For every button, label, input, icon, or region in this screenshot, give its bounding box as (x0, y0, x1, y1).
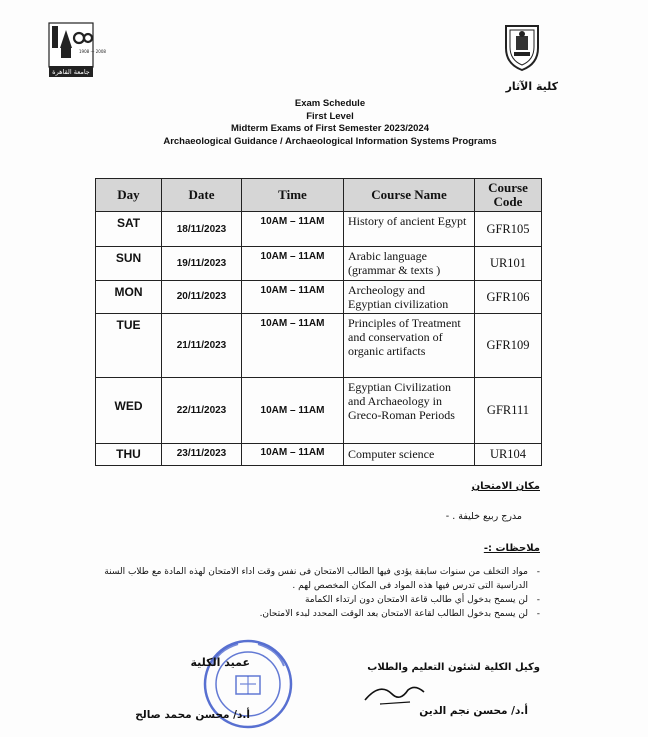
header-time: Time (242, 179, 344, 212)
row-day: THU (96, 444, 162, 466)
row-date: 19/11/2023 (162, 247, 242, 281)
row-code: GFR105 (475, 212, 542, 247)
row-time: 10AM – 11AM (242, 378, 344, 444)
table-row (96, 247, 542, 281)
exam-place-text: مدرج ربيع خليفة . (452, 511, 522, 522)
notes-list (100, 565, 540, 621)
note-item: - لن يسمح بدخول الطالب لقاعة الامتحان بعد الوقت المحدد لبدء الامتحان. (100, 607, 540, 621)
table-header-row (96, 179, 542, 212)
table-row (96, 212, 542, 247)
row-day: WED (96, 378, 162, 444)
table-row (96, 281, 542, 314)
row-day: MON (96, 281, 162, 314)
row-day: SUN (96, 247, 162, 281)
row-code: GFR111 (475, 378, 542, 444)
row-code: UR101 (475, 247, 542, 281)
header-exam-type: Midterm Exams of First Semester 2023/2024 (230, 123, 429, 134)
row-code: UR104 (475, 444, 542, 466)
table-row (96, 378, 542, 444)
row-course: Archeology and Egyptian civilization (344, 281, 475, 314)
header-title: Exam Schedule (294, 98, 366, 109)
row-date: 23/11/2023 (162, 444, 242, 466)
faculty-emblem-logo (500, 22, 544, 72)
vice-dean-signature (360, 680, 430, 708)
faculty-name: كلية الآثار (505, 80, 558, 93)
row-day: SAT (96, 212, 162, 247)
header-code-line1: Course (488, 180, 528, 195)
table-row (96, 314, 542, 378)
row-date: 21/11/2023 (162, 314, 242, 378)
row-time: 10AM – 11AM (242, 247, 344, 281)
row-date: 22/11/2023 (162, 378, 242, 444)
header-level: First Level (306, 110, 354, 122)
header-date: Date (162, 179, 242, 212)
header-day: Day (96, 179, 162, 212)
row-time: 10AM – 11AM (242, 314, 344, 378)
row-time: 10AM – 11AM (242, 281, 344, 314)
dean-title: عميد الكلية (190, 656, 250, 669)
vice-dean-title: وكيل الكلية لشئون التعليم والطلاب (367, 662, 540, 673)
row-date: 18/11/2023 (162, 212, 242, 247)
header-code-line2: Code (493, 194, 523, 209)
row-time: 10AM – 11AM (242, 444, 344, 466)
vice-dean-name: أ.د/ محسن نجم الدين (419, 705, 528, 717)
row-time: 10AM – 11AM (242, 212, 344, 247)
notes-title: ملاحظات :- (483, 543, 540, 554)
row-course: Arabic language (grammar & texts ) (344, 247, 475, 281)
row-course: Computer science (344, 444, 475, 466)
exam-place-value: مدرج ربيع خليفة . - (445, 511, 522, 522)
exam-schedule-table (95, 178, 542, 466)
row-course: History of ancient Egypt (344, 212, 475, 247)
row-code: GFR109 (475, 314, 542, 378)
row-course: Egyptian Civilization and Archaeology in Greco-Roman Periods (344, 378, 475, 444)
row-course: Principles of Treatment and conservation of organic artifacts (344, 314, 475, 378)
logo-caption: جامعة القاهرة (52, 68, 90, 76)
logo-years: 1908 — 2008 (79, 49, 106, 54)
row-day: TUE (96, 314, 162, 378)
exam-place-title: مكان الامتحان (471, 481, 540, 492)
row-date: 20/11/2023 (162, 281, 242, 314)
header-programs: Archaeological Guidance / Archaeological Information Systems Programs (163, 135, 497, 147)
table-row (96, 444, 542, 466)
cairo-university-logo (48, 22, 106, 78)
header-course-code (475, 179, 542, 212)
dean-name: أ.د/ محسن محمد صالح (135, 709, 250, 721)
note-item: - مواد التخلف من سنوات سابقة يؤدى فيها الطالب الامتحان فى نفس وقت اداء الامتحان لهذه المادة مع طلاب السنة الدراسية التى تدرس فيها هذه المواد فى المكان المخصص لهم . (100, 565, 540, 593)
note-item: - لن يسمح بدخول أي طالب قاعة الامتحان دون ارتداء الكمامة (100, 593, 540, 607)
header-course-name: Course Name (344, 179, 475, 212)
schedule-header (100, 98, 560, 148)
row-code: GFR106 (475, 281, 542, 314)
